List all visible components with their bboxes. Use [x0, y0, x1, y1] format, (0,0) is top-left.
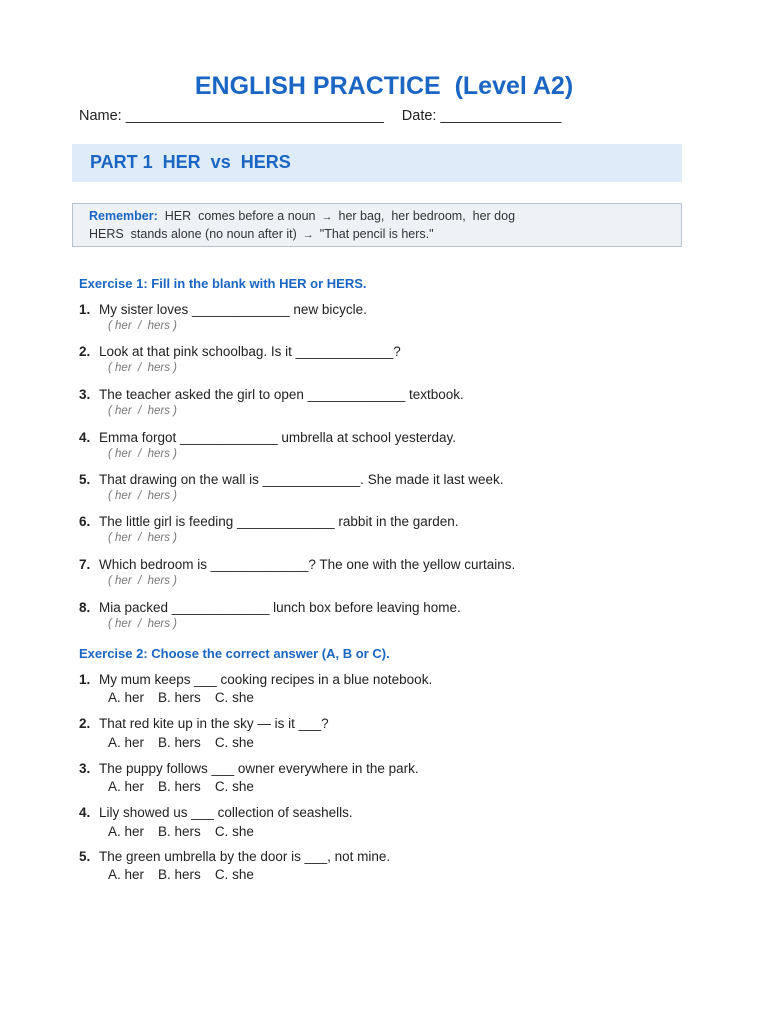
question-text: My sister loves _____________ new bicycle. [99, 302, 367, 317]
rule-hers-example: "That pencil is hers." [319, 227, 434, 241]
exercise-1-question [79, 430, 456, 445]
rule-her: HER comes before a noun [164, 209, 316, 223]
question-text: My mum keeps ___ cooking recipes in a blue notebook. [99, 672, 433, 687]
exercise-1-question [79, 472, 504, 487]
question-number: 1. [79, 672, 91, 687]
question-text: Look at that pink schoolbag. Is it _____________? [99, 344, 401, 359]
option-b[interactable]: B. hers [158, 824, 201, 839]
question-text: The puppy follows ___ owner everywhere in the park. [99, 761, 419, 776]
answer-hint: ( her / hers ) [108, 405, 178, 417]
rule-hers: HERS stands alone (no noun after it) [89, 227, 297, 241]
question-number: 5. [79, 849, 91, 864]
answer-options [108, 735, 268, 750]
part-header [72, 144, 682, 182]
exercise-1-question [79, 344, 401, 359]
answer-hint: ( her / hers ) [108, 575, 178, 587]
question-text: Emma forgot _____________ umbrella at school yesterday. [99, 430, 456, 445]
answer-options [108, 824, 268, 839]
answer-hint: ( her / hers ) [108, 618, 178, 630]
exercise-2-question [79, 805, 353, 820]
remember-box [72, 203, 682, 247]
name-date-row [79, 108, 561, 124]
question-text: The teacher asked the girl to open _____________ textbook. [99, 387, 464, 402]
name-field[interactable]: Name: ________________________________ [79, 108, 384, 124]
exercise-2-question [79, 761, 419, 776]
exercise-1-question [79, 557, 515, 572]
question-text: Which bedroom is _____________? The one with the yellow curtains. [99, 557, 516, 572]
option-a[interactable]: A. her [108, 690, 145, 705]
option-b[interactable]: B. hers [158, 867, 201, 882]
option-a[interactable]: A. her [108, 735, 145, 750]
option-c[interactable]: C. she [214, 824, 254, 839]
option-c[interactable]: C. she [214, 690, 254, 705]
question-number: 5. [79, 472, 91, 487]
question-number: 2. [79, 344, 91, 359]
remember-line-1 [89, 209, 515, 223]
option-b[interactable]: B. hers [158, 779, 201, 794]
question-number: 7. [79, 557, 91, 572]
answer-hint: ( her / hers ) [108, 362, 178, 374]
question-number: 1. [79, 302, 91, 317]
exercise-1-question [79, 387, 464, 402]
question-number: 3. [79, 761, 91, 776]
question-number: 4. [79, 430, 91, 445]
question-text: The little girl is feeding _____________ rabbit in the garden. [99, 514, 459, 529]
question-number: 6. [79, 514, 91, 529]
option-a[interactable]: A. her [108, 867, 145, 882]
option-b[interactable]: B. hers [158, 735, 201, 750]
answer-hint: ( her / hers ) [108, 532, 178, 544]
option-a[interactable]: A. her [108, 824, 145, 839]
option-c[interactable]: C. she [214, 735, 254, 750]
question-text: The green umbrella by the door is ___, not mine. [99, 849, 391, 864]
answer-hint: ( her / hers ) [108, 490, 178, 502]
option-c[interactable]: C. she [214, 867, 254, 882]
rule-her-examples: her bag, her bedroom, her dog [338, 209, 516, 223]
arrow-icon: → [321, 211, 333, 223]
exercise-2-question [79, 849, 390, 864]
question-number: 2. [79, 716, 91, 731]
question-number: 4. [79, 805, 91, 820]
question-text: Lily showed us ___ collection of seashells. [99, 805, 353, 820]
remember-label: Remember: [89, 209, 158, 223]
answer-options [108, 867, 268, 882]
exercise-2-question [79, 716, 329, 731]
part-title: PART 1 HER vs HERS [90, 152, 291, 172]
exercise-1-question [79, 302, 367, 317]
question-number: 3. [79, 387, 91, 402]
answer-hint: ( her / hers ) [108, 448, 178, 460]
question-text: That red kite up in the sky — is it ___? [99, 716, 329, 731]
page-title: ENGLISH PRACTICE (Level A2) [194, 72, 574, 100]
exercise-2-question [79, 672, 432, 687]
answer-options [108, 779, 268, 794]
exercise-1-title: Exercise 1: Fill in the blank with HER or HERS. [79, 276, 367, 291]
question-text: Mia packed _____________ lunch box before leaving home. [99, 600, 461, 615]
option-b[interactable]: B. hers [158, 690, 201, 705]
exercise-2-title: Exercise 2: Choose the correct answer (A, B or C). [79, 646, 390, 661]
question-number: 8. [79, 600, 91, 615]
date-field[interactable]: Date: _______________ [401, 108, 562, 124]
answer-options [108, 690, 268, 705]
option-a[interactable]: A. her [108, 779, 145, 794]
remember-line-2 [89, 227, 434, 241]
arrow-icon: → [302, 229, 314, 241]
exercise-1-question [79, 514, 459, 529]
option-c[interactable]: C. she [214, 779, 254, 794]
question-text: That drawing on the wall is _____________. She made it last week. [99, 472, 504, 487]
answer-hint: ( her / hers ) [108, 320, 178, 332]
exercise-1-question [79, 600, 461, 615]
